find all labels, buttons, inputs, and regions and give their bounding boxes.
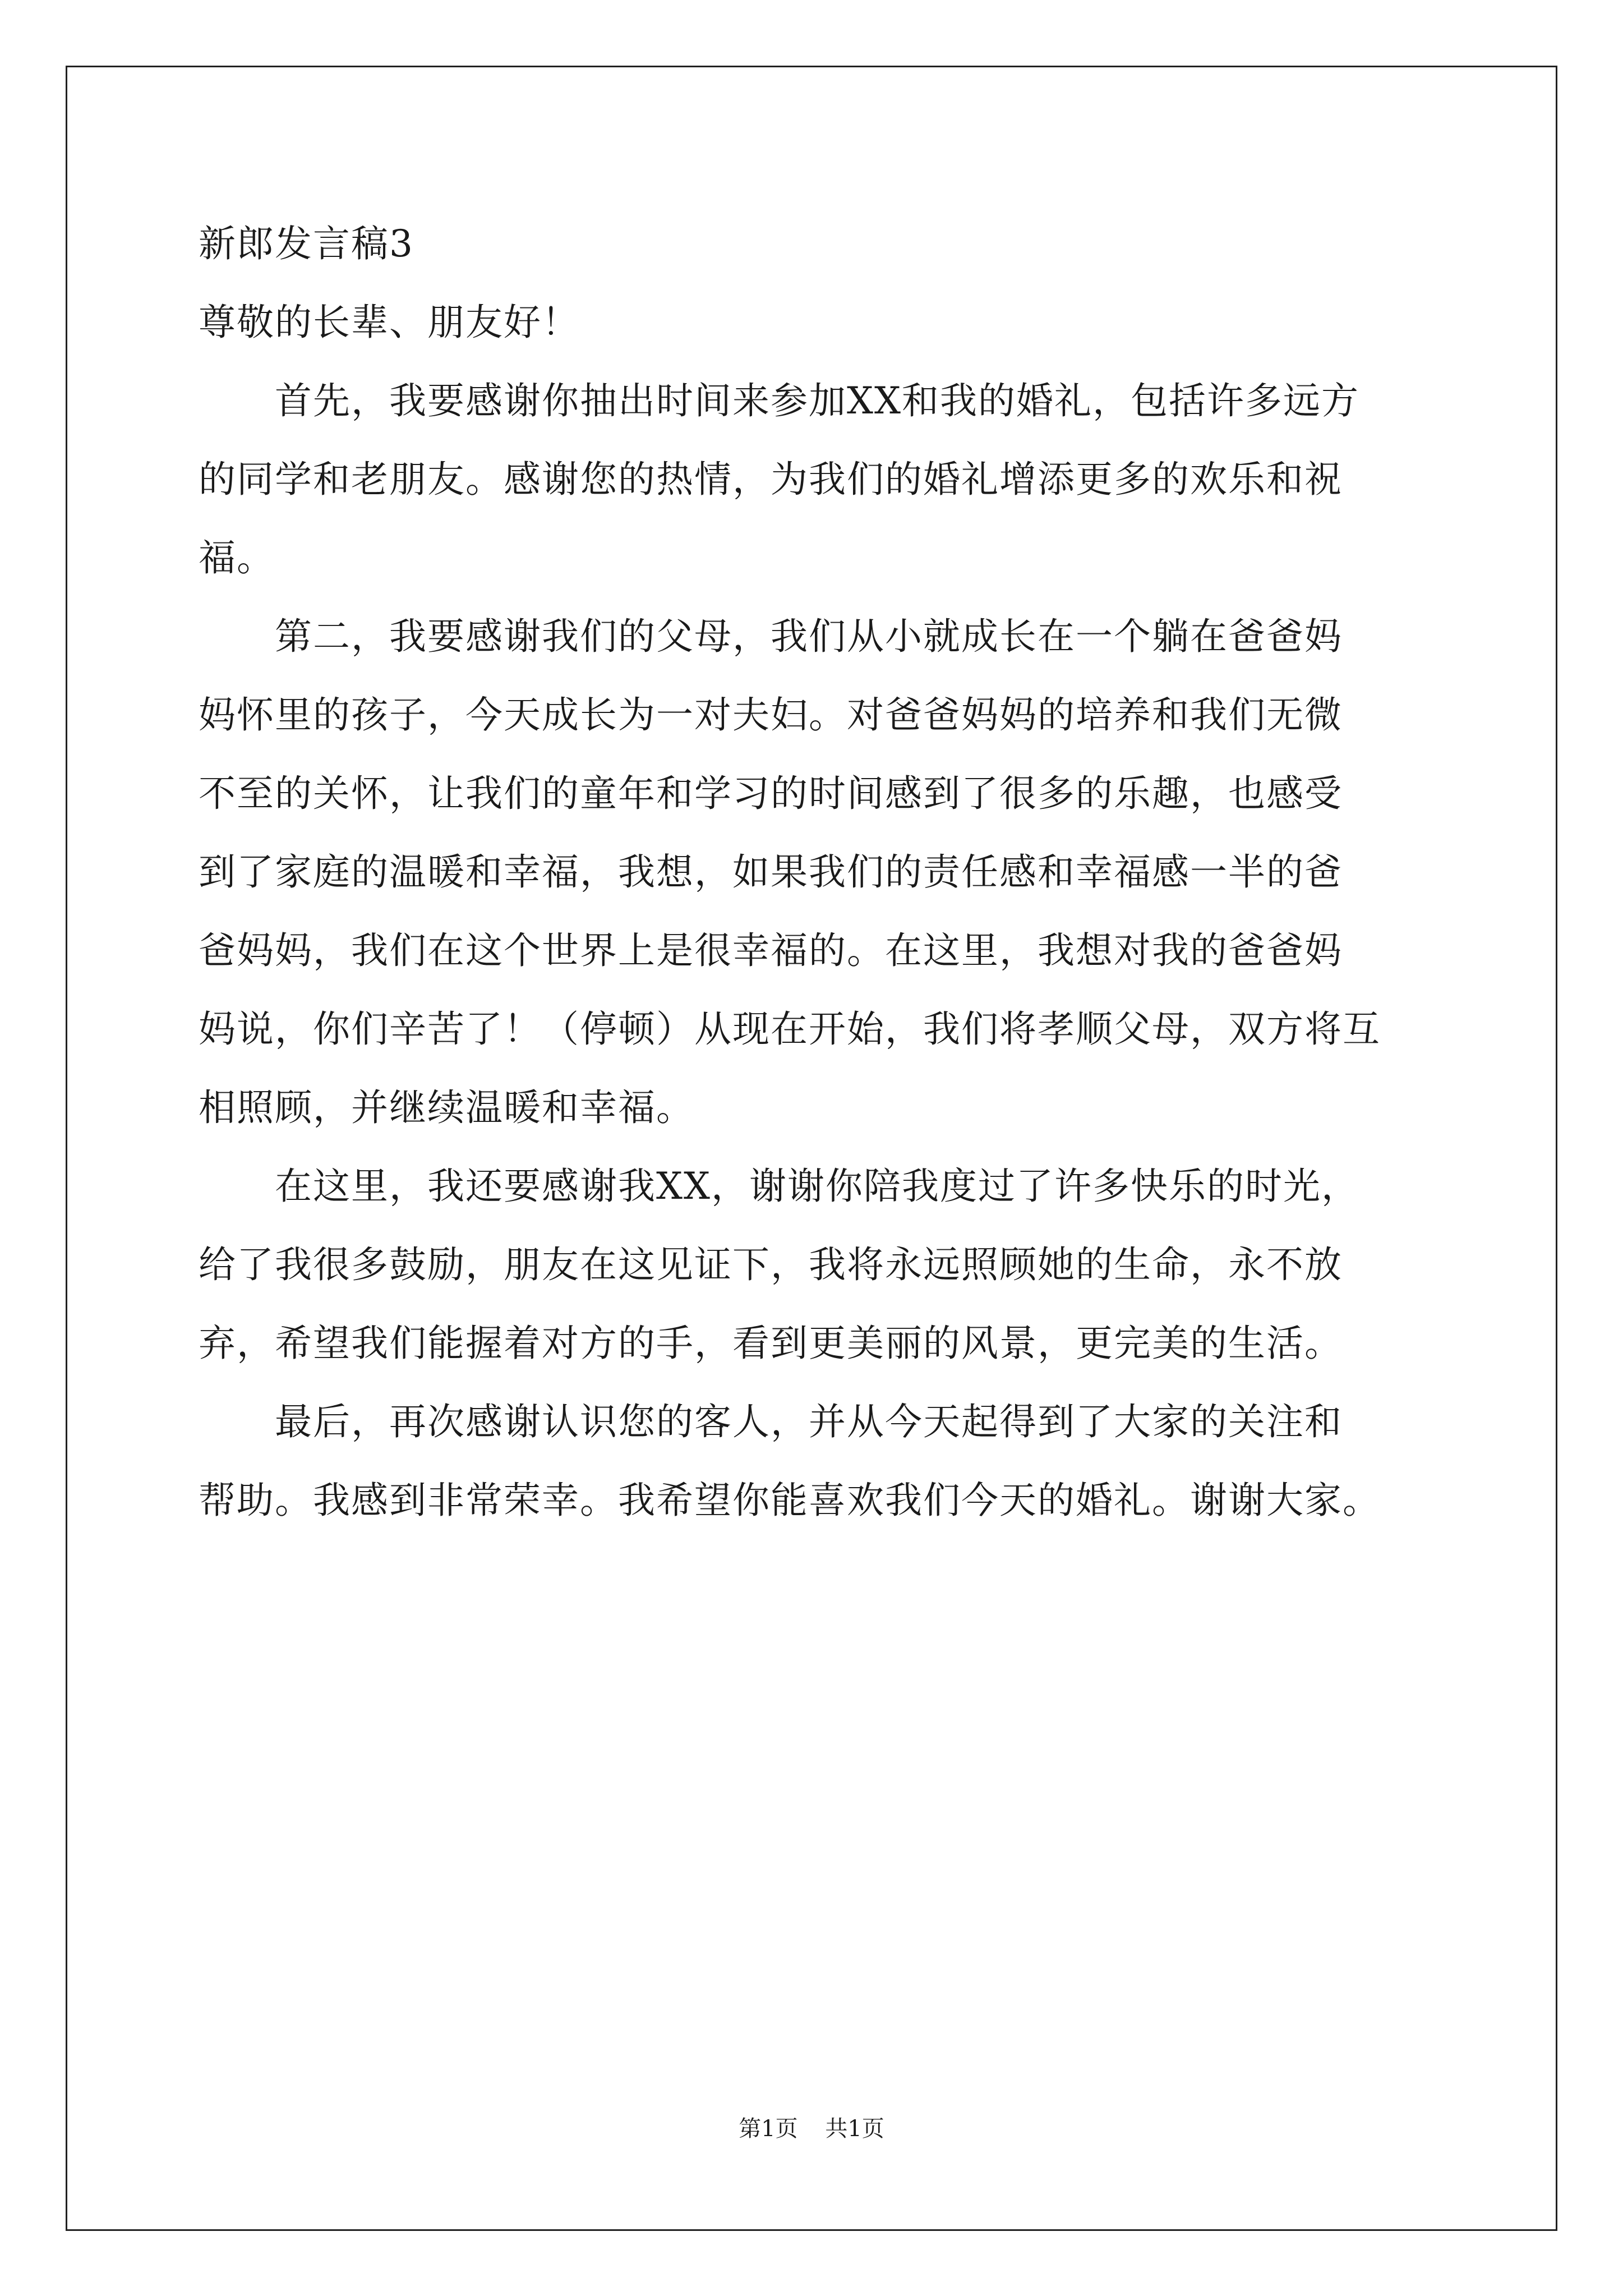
paragraph-line: 相照顾，并继续温暖和幸福。 bbox=[199, 1086, 694, 1129]
page-total: 共1页 bbox=[825, 2116, 884, 2142]
paragraph-line: 的同学和老朋友。感谢您的热情，为我们的婚礼增添更多的欢乐和祝 bbox=[199, 458, 1343, 501]
paragraph-line: 到了家庭的温暖和幸福，我想，如果我们的责任感和幸福感一半的爸 bbox=[199, 850, 1343, 894]
paragraph-line: 弃，希望我们能握着对方的手，看到更美丽的风景，更完美的生活。 bbox=[199, 1322, 1343, 1365]
paragraph-line: 福。 bbox=[199, 536, 275, 579]
page-footer bbox=[0, 2115, 1623, 2143]
paragraph-line: 在这里，我还要感谢我XX，谢谢你陪我度过了许多快乐的时光， bbox=[199, 1165, 1359, 1208]
page-number: 第1页 bbox=[739, 2116, 798, 2142]
paragraph-line: 首先，我要感谢你抽出时间来参加XX和我的婚礼，包括许多远方 bbox=[199, 379, 1359, 422]
paragraph-line: 给了我很多鼓励，朋友在这见证下，我将永远照顾她的生命，永不放 bbox=[199, 1243, 1343, 1286]
paragraph-line: 最后，再次感谢认识您的客人，并从今天起得到了大家的关注和 bbox=[199, 1400, 1343, 1443]
paragraph-line: 妈怀里的孩子，今天成长为一对夫妇。对爸爸妈妈的培养和我们无微 bbox=[199, 693, 1343, 737]
paragraph-line: 妈说，你们辛苦了！（停顿）从现在开始，我们将孝顺父母，双方将互 bbox=[199, 1007, 1381, 1051]
paragraph-line: 帮助。我感到非常荣幸。我希望你能喜欢我们今天的婚礼。谢谢大家。 bbox=[199, 1479, 1381, 1522]
paragraph-line: 第二，我要感谢我们的父母，我们从小就成长在一个躺在爸爸妈 bbox=[199, 615, 1343, 658]
salutation: 尊敬的长辈、朋友好！ bbox=[199, 301, 580, 344]
document-title: 新郎发言稿3 bbox=[199, 222, 414, 265]
paragraph-line: 爸妈妈，我们在这个世界上是很幸福的。在这里，我想对我的爸爸妈 bbox=[199, 929, 1343, 972]
paragraph-line: 不至的关怀，让我们的童年和学习的时间感到了很多的乐趣，也感受 bbox=[199, 772, 1343, 815]
